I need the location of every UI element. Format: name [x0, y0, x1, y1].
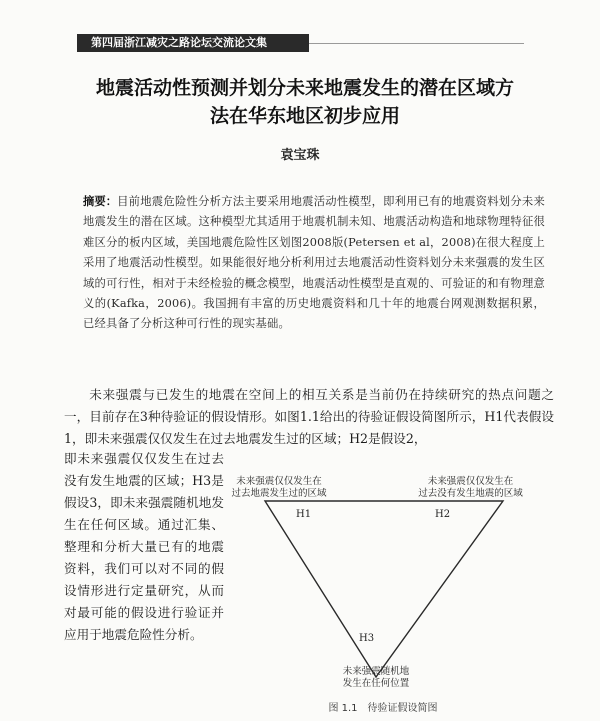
h1-label: H1 [296, 509, 312, 520]
header-rule [309, 43, 524, 44]
hypothesis-figure [223, 460, 543, 715]
title-line-2: 法在华东地区初步应用 [209, 105, 400, 127]
h1-description: 未来强震仅仅发生在 过去地震发生过的区域 [231, 476, 327, 499]
body-paragraph-column: 即未来强震仅仅发生在过去没有发生地震的区域；H3是假设3，即未来强震随机地发生在任何区域。通过汇集、整理和分析大量已有的地震资料，我们可以对不同的假设情形进行定量研究，从而对最可能的假设进行验证并应用于地震危险性分析。 [64, 451, 224, 642]
title-line-1: 地震活动性预测并划分未来地震发生的潜在区域方 [95, 77, 514, 99]
proceedings-header-band: 第四届浙江减灾之路论坛交流论文集 [77, 34, 309, 52]
h3-label: H3 [359, 633, 375, 644]
figure-caption: 图 1.1 待验证假设简图 [328, 703, 438, 714]
abstract-label: 摘要： [83, 194, 118, 208]
abstract-text: 目前地震危险性分析方法主要采用地震活动性模型，即利用已有的地震资料划分未来地震发生的潜在区域。这种模型尤其适用于地震机制未知、地震活动构造和地球物理特征很难区分的板内区域，美国地震危险性区划图2008版(Petersen et al，2008)在很大程度上采用了地震活动性模型。如果能很好地分析利用过去地震活动性资料划分未来强震的发生区域的可行性，相对于未经检验的概念模型，地震活动性模型是直观的、可验证的和有物理意义的(Kafka，2006)。我国拥有丰富的历史地震资料和几十年的地震台网观测数据积累，已经具备了分析这种可行性的现实基础。 [83, 195, 545, 331]
h3-description: 未来强震随机地 发生在任何位置 [342, 666, 410, 689]
paper-title [70, 74, 540, 130]
h2-description: 未来强震仅仅发生在 过去没有发生地震的区域 [418, 476, 523, 499]
h2-label: H2 [435, 509, 451, 520]
hypothesis-triangle [265, 501, 503, 677]
body-paragraph-top: 未来强震与已发生的地震在空间上的相互关系是当前仍在持续研究的热点问题之一，目前存在3种待验证的假设情形。如图1.1给出的待验证假设简图所示，H1代表假设1，即未来强震仅仅发生在过去地震发生过的区域；H2是假设2， [64, 387, 554, 446]
author-name: 袁宝珠 [280, 148, 320, 163]
abstract [83, 191, 545, 335]
